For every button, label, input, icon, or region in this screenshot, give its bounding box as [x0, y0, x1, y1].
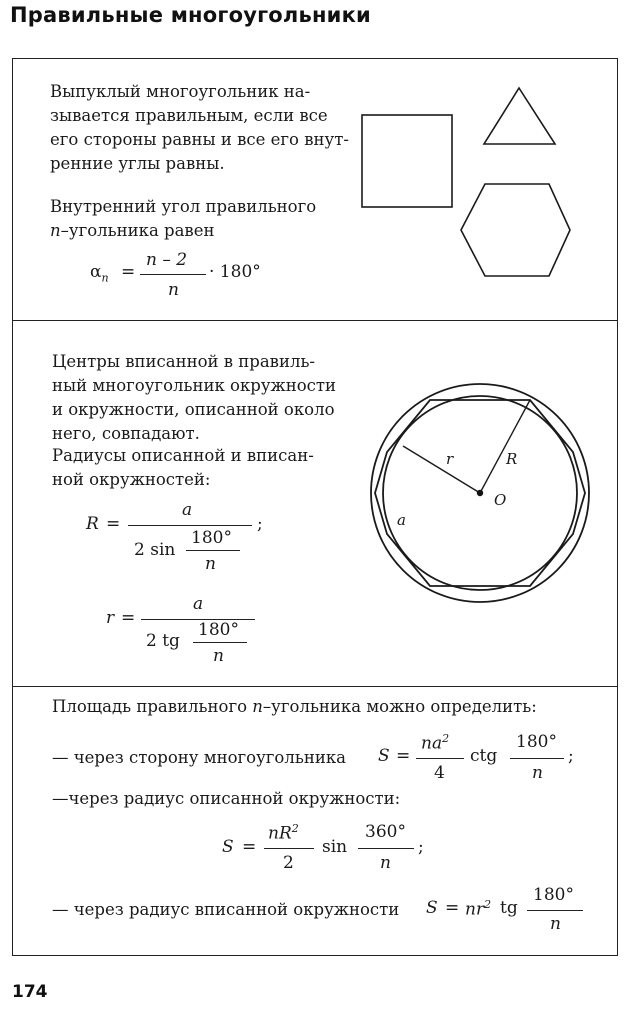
centers-text: [52, 350, 352, 446]
via-inscribed-text: — через радиус вписанной окружности: [52, 900, 400, 919]
R-lhs: R: [86, 514, 99, 534]
definition-line: его стороны равны и все его внут-: [50, 130, 349, 149]
centers-line: ный многоугольник окружности: [52, 376, 337, 395]
side-arg-denominator: n: [532, 763, 543, 783]
r-lhs: r: [106, 608, 115, 628]
R-inner-bar: [186, 550, 240, 551]
centers-line: и окружности, описанной около: [52, 400, 335, 419]
alpha-tail: · 180°: [209, 262, 261, 282]
radius-r-line: [403, 446, 480, 493]
insc-arg-numerator: 180°: [533, 885, 574, 905]
angle-intro: [50, 195, 350, 243]
n-symbol: n: [50, 221, 61, 240]
definition-text: [50, 80, 350, 176]
circ-arg-bar: [358, 848, 414, 849]
definition-line: Выпуклый многоугольник на-: [50, 82, 311, 101]
insc-eq: =: [445, 898, 460, 918]
circ-S: S: [222, 837, 234, 857]
alpha-fraction-bar: [140, 274, 206, 275]
radii-text: [52, 444, 352, 492]
section-divider-1: [12, 320, 618, 321]
alpha-lhs: $\alpha_n$: [90, 262, 109, 285]
circ-arg-numerator: 360°: [365, 822, 406, 842]
circ-fraction-bar: [264, 848, 314, 849]
via-circumscribed-text: —через радиус описанной окружности:: [52, 789, 401, 808]
r-numerator: a: [193, 594, 204, 614]
angle-intro-line: Внутренний угол правильного: [50, 197, 317, 216]
circ-fn: sin: [322, 837, 348, 857]
r-den-prefix: 2 tg: [146, 631, 180, 651]
polygon-examples: [355, 80, 595, 280]
centers-line: Центры вписанной в правиль-: [52, 352, 316, 371]
circ-denominator: 2: [283, 853, 294, 873]
side-numerator: $na^2$: [421, 732, 450, 754]
R-numerator: a: [182, 500, 193, 520]
alpha-numerator: n – 2: [146, 250, 188, 270]
alpha-eq: =: [121, 262, 136, 282]
definition-line: ренние углы равны.: [50, 154, 225, 173]
side-fn: ctg: [470, 746, 498, 766]
center-point: [477, 490, 483, 496]
r-inner-bar: [193, 642, 247, 643]
radius-R-line: [480, 400, 530, 493]
area-intro: Площадь правильного n–угольника можно определить:: [52, 697, 537, 716]
label-R: R: [506, 450, 518, 468]
section-divider-2: [12, 686, 618, 687]
r-den-numerator: 180°: [198, 620, 239, 640]
side-semicolon: ;: [568, 746, 574, 766]
R-den-prefix: 2 sin: [134, 540, 176, 560]
insc-S: S: [426, 898, 438, 918]
label-O: O: [494, 491, 507, 509]
R-semicolon: ;: [257, 514, 263, 534]
circ-eq: =: [242, 837, 257, 857]
insc-fn: tg: [500, 898, 518, 918]
triangle-figure: [484, 88, 555, 144]
label-a: a: [397, 511, 406, 529]
page-title: Правильные многоугольники: [10, 3, 371, 27]
R-den-numerator: 180°: [191, 528, 232, 548]
inscribed-circumscribed-figure: [360, 380, 600, 620]
definition-line: зывается правильным, если все: [50, 106, 328, 125]
r-eq: =: [121, 608, 136, 628]
side-arg-bar: [510, 758, 564, 759]
centers-line: него, совпадают.: [52, 424, 200, 443]
side-S: S: [378, 746, 390, 766]
radii-line: ной окружностей:: [52, 470, 211, 489]
side-arg-numerator: 180°: [516, 732, 557, 752]
circ-arg-denominator: n: [380, 853, 391, 873]
circ-semicolon: ;: [418, 837, 424, 857]
insc-rhs: $nr^2$: [465, 898, 492, 920]
insc-arg-denominator: n: [550, 914, 561, 934]
side-fraction-bar: [416, 758, 464, 759]
radii-line: Радиусы описанной и вписан-: [52, 446, 314, 465]
side-denominator: 4: [434, 763, 445, 783]
circ-numerator: $nR^2$: [268, 822, 299, 844]
alpha-denominator: n: [168, 280, 179, 300]
insc-arg-bar: [527, 910, 583, 911]
R-eq: =: [106, 514, 121, 534]
hexagon-figure: [461, 184, 570, 276]
page-number: 174: [12, 982, 48, 1002]
angle-intro-line: [50, 219, 350, 243]
via-side-text: — через сторону многоугольника: [52, 748, 346, 767]
square-figure: [362, 115, 452, 207]
R-den-denominator: n: [205, 554, 216, 574]
angle-intro-tail: –угольника равен: [60, 221, 215, 240]
side-eq: =: [396, 746, 411, 766]
R-fraction-bar: [128, 525, 252, 526]
r-den-denominator: n: [213, 646, 224, 666]
label-r: r: [446, 450, 454, 468]
